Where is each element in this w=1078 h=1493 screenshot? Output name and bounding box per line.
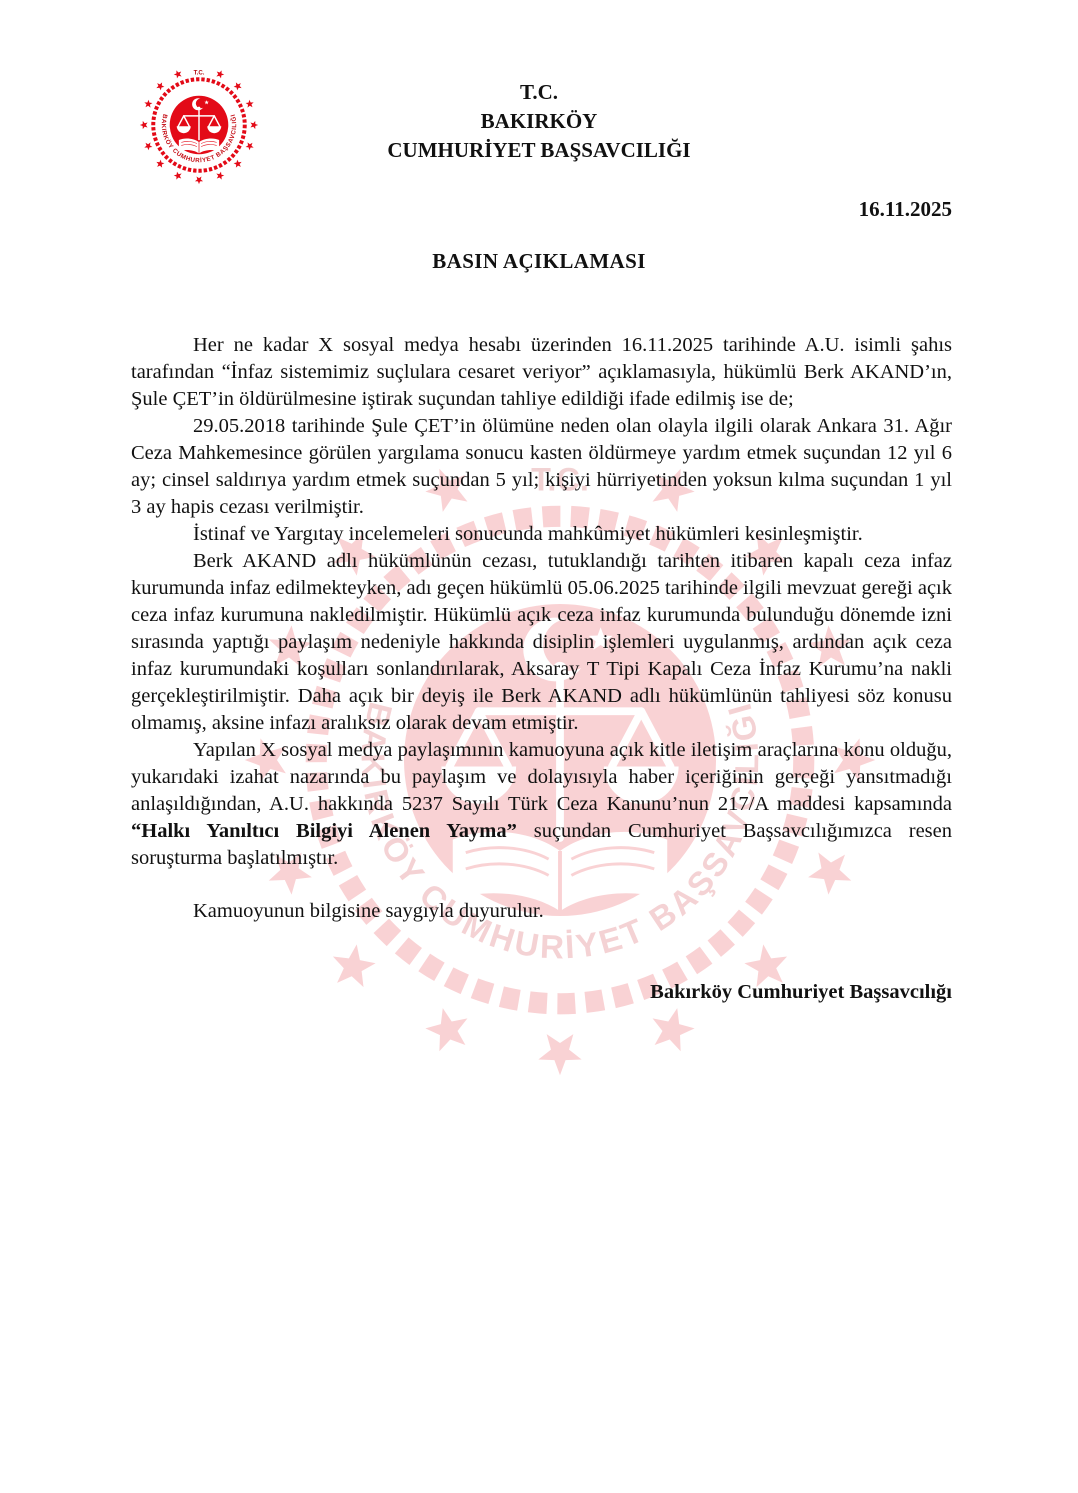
closing-line: Kamuoyunun bilgisine saygıyla duyurulur. <box>193 900 544 922</box>
paragraph-5-post: suçundan Cumhuriyet Başsavcılığımızca resen soruşturma başlatılmıştır. <box>131 820 952 869</box>
paragraph-5 <box>131 737 952 872</box>
document-body <box>131 332 952 1006</box>
paragraph-4: Berk AKAND adlı hükümlünün cezası, tutuklandığı tarihten itibaren kapalı ceza infaz kurumunda infaz edilmekteyken, adı geçen hükümlü 05.06.2025 tarihinde ilgili mevzuat gereği açık ceza infaz kurumuna nakledilmiştir. Hükümlü açık ceza infaz kurumunda bulunduğu dönemde izni sırasında yaptığı paylaşım nedeniyle hakkında disiplin işlemleri uygulanmış, ardından açık ceza infaz kurumundaki koşulları sonlandırılarak, Aksaray T Tipi Kapalı Ceza İnfaz Kurumu’na nakli gerçekleştirilmiştir. Daha açık bir deyiş ile Berk AKAND adlı hükümlünün tahliyesi söz konusu olmamış, aksine infazı aralıksız olarak devam etmiştir. <box>131 550 952 734</box>
paragraph-3: İstinaf ve Yargıtay incelemeleri sonucunda mahkûmiyet hükümleri kesinleşmiştir. <box>193 523 863 545</box>
paragraph-2: 29.05.2018 tarihinde Şule ÇET’in ölümüne neden olan olayla ilgili olarak Ankara 31. Ağır Ceza Mahkemesince görülen yargılama sonucu kasten öldürmeye yardım etmek suçundan 12 yıl 6 ay; cinsel saldırıya yardım etmek suçundan 5 yıl; kişiyi hürriyetinden yoksun kılma suçundan 1 yıl 3 ay hapis cezası verilmiştir. <box>131 415 952 518</box>
letterhead-city: BAKIRKÖY <box>480 109 598 133</box>
paragraph-1: Her ne kadar X sosyal medya hesabı üzerinden 16.11.2025 tarihinde A.U. isimli şahıs tarafından “İnfaz sistemimiz suçlulara cesaret veriyor” açıklamasıyla, hükümlü Berk AKAND’ın, Şule ÇET’in öldürülmesine iştirak suçundan tahliye edildiği ifade edilmiş ise de; <box>131 334 952 410</box>
paragraph-5-pre: Yapılan X sosyal medya paylaşımının kamuoyuna açık kitle iletişim araçlarına konu olduğu, yukarıdaki izahat nazarında bu paylaşım ve dolayısıyla haber içeriğinin gerçeği yansıtmadığı anlaşıldığından, A.U. hakkında 5237 Sayılı Türk Ceza Kanunu’nun 217/A maddesi kapsamında <box>131 739 952 815</box>
official-seal-icon <box>138 64 260 186</box>
letterhead-office: CUMHURİYET BAŞSAVCILIĞI <box>387 138 691 162</box>
bold-charge-phrase: “Halkı Yanıltıcı Bilgiyi Alenen Yayma” <box>131 820 517 842</box>
letterhead-tc: T.C. <box>519 80 559 104</box>
document-title: BASIN AÇIKLAMASI <box>432 249 646 273</box>
signature: Bakırköy Cumhuriyet Başsavcılığı <box>650 981 952 1003</box>
document-date: 16.11.2025 <box>858 197 952 221</box>
